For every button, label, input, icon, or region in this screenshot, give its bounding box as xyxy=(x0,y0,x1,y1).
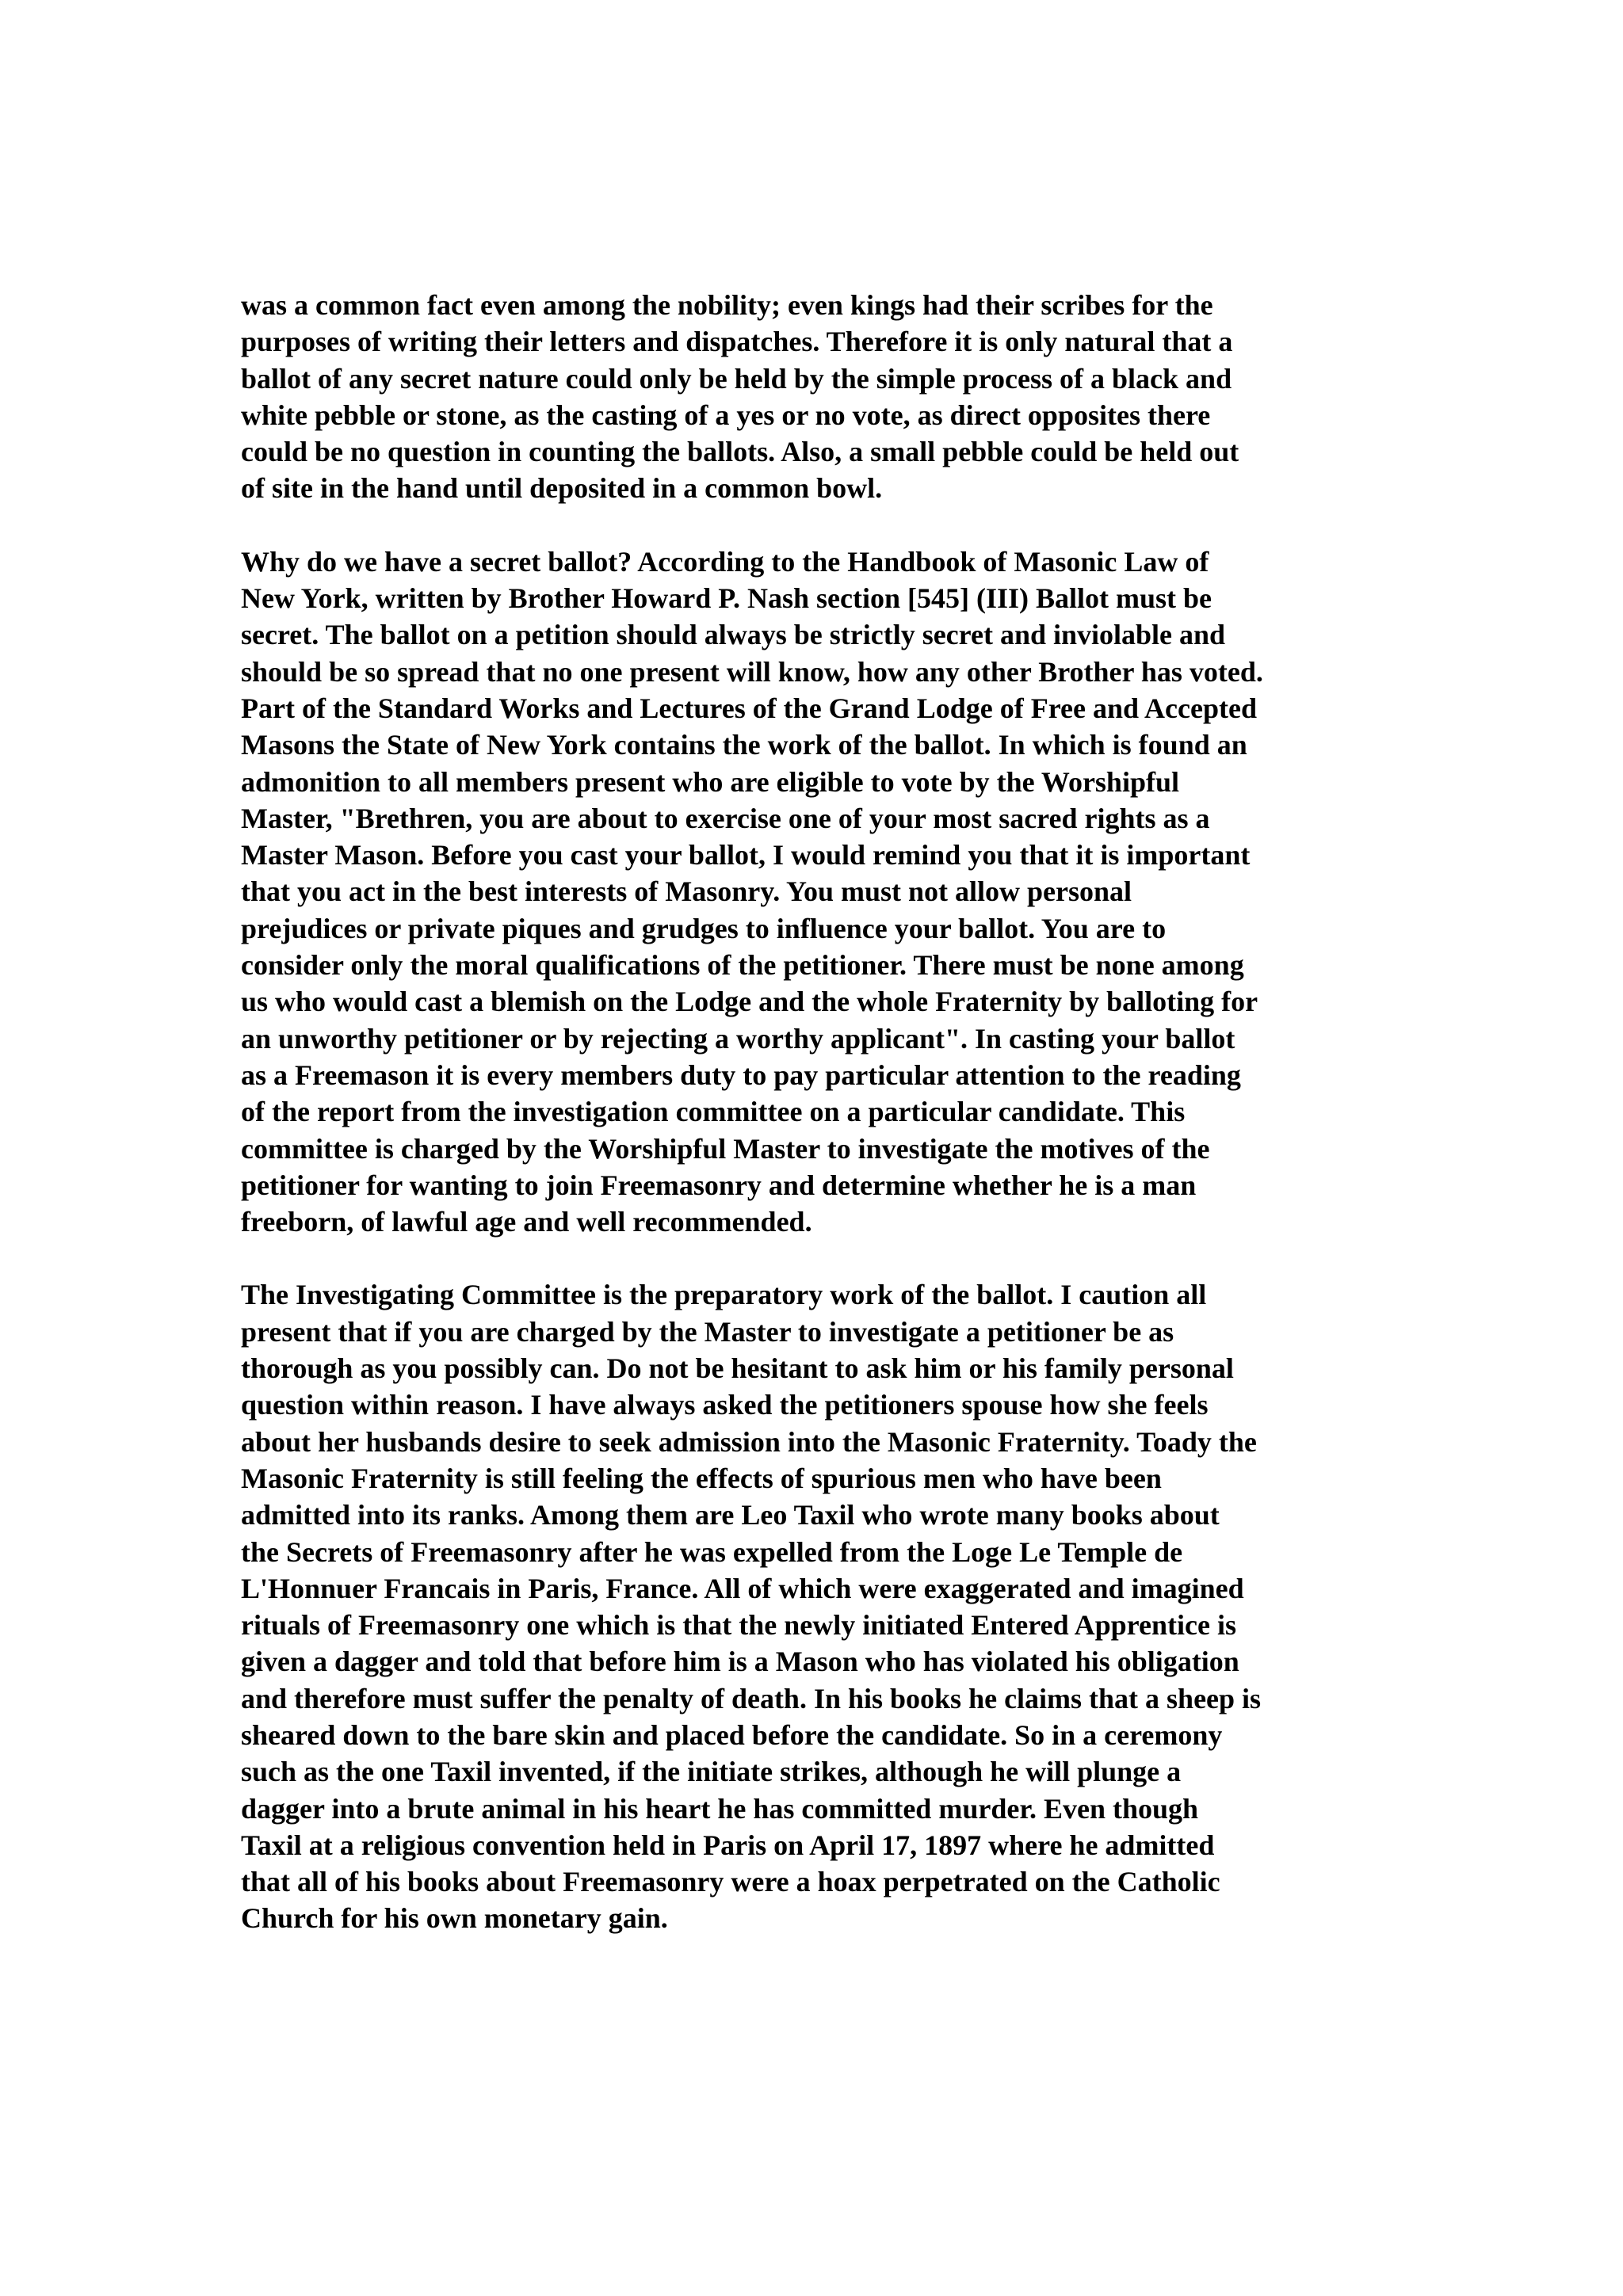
text-line: New York, written by Brother Howard P. Nash section [545] (III) Ballot must be xyxy=(241,582,1212,615)
text-line: The Investigating Committee is the preparatory work of the ballot. I caution all xyxy=(241,1279,1207,1311)
text-line: an unworthy petitioner or by rejecting a worthy applicant". In casting your ballot xyxy=(241,1022,1235,1055)
text-line: present that if you are charged by the Master to investigate a petitioner be as xyxy=(241,1315,1174,1348)
text-line: white pebble or stone, as the casting of a yes or no vote, as direct opposites there xyxy=(241,399,1211,431)
text-line: Part of the Standard Works and Lectures of the Grand Lodge of Free and Accepted xyxy=(241,692,1257,724)
text-line: was a common fact even among the nobility; even kings had their scribes for the xyxy=(241,289,1213,321)
text-line: purposes of writing their letters and dispatches. Therefore it is only natural that a xyxy=(241,326,1233,358)
text-line: Masons the State of New York contains the work of the ballot. In which is found an xyxy=(241,729,1247,761)
text-line: of the report from the investigation committee on a particular candidate. This xyxy=(241,1096,1186,1128)
text-line: Taxil at a religious convention held in Paris on April 17, 1897 where he admitted xyxy=(241,1829,1215,1861)
text-line: about her husbands desire to seek admission into the Masonic Fraternity. Toady the xyxy=(241,1425,1257,1458)
text-line: prejudices or private piques and grudges to influence your ballot. You are to xyxy=(241,912,1167,944)
text-line: admonition to all members present who are eligible to vote by the Worshipful xyxy=(241,765,1179,798)
paragraph-investigating-committee xyxy=(241,1276,1398,1936)
text-line: dagger into a brute animal in his heart he has committed murder. Even though xyxy=(241,1792,1199,1825)
text-line: such as the one Taxil invented, if the initiate strikes, although he will plunge a xyxy=(241,1756,1182,1788)
text-line: consider only the moral qualifications of the petitioner. There must be none among xyxy=(241,949,1244,982)
text-line: Masonic Fraternity is still feeling the effects of spurious men who have been xyxy=(241,1462,1162,1494)
text-line: us who would cast a blemish on the Lodge and the whole Fraternity by balloting for xyxy=(241,986,1258,1018)
text-line: admitted into its ranks. Among them are Leo Taxil who wrote many books about xyxy=(241,1499,1220,1531)
text-line: that you act in the best interests of Masonry. You must not allow personal xyxy=(241,875,1132,908)
text-line: L'Honnuer Francais in Paris, France. All of which were exaggerated and imagined xyxy=(241,1572,1244,1604)
body-text xyxy=(241,287,1398,1937)
text-line: could be no question in counting the ballots. Also, a small pebble could be held out xyxy=(241,436,1239,468)
text-line: thorough as you possibly can. Do not be hesitant to ask him or his family personal xyxy=(241,1352,1234,1385)
text-line: rituals of Freemasonry one which is that the newly initiated Entered Apprentice is xyxy=(241,1609,1236,1642)
text-line: and therefore must suffer the penalty of death. In his books he claims that a sheep is xyxy=(241,1682,1262,1714)
paragraph-why-secret-ballot xyxy=(241,543,1398,1241)
text-line: secret. The ballot on a petition should always be strictly secret and inviolable and xyxy=(241,619,1226,651)
text-line: Master Mason. Before you cast your ballot, I would remind you that it is important xyxy=(241,839,1251,871)
text-line: petitioner for wanting to join Freemasonry and determine whether he is a man xyxy=(241,1169,1197,1201)
text-line: freeborn, of lawful age and well recommended. xyxy=(241,1206,812,1238)
text-line: committee is charged by the Worshipful Master to investigate the motives of the xyxy=(241,1132,1210,1165)
text-line: that all of his books about Freemasonry were a hoax perpetrated on the Catholic xyxy=(241,1866,1220,1898)
text-line: question within reason. I have always asked the petitioners spouse how she feels xyxy=(241,1389,1209,1421)
text-line: Why do we have a secret ballot? According to the Handbook of Masonic Law of xyxy=(241,545,1209,578)
text-line: as a Freemason it is every members duty to pay particular attention to the reading xyxy=(241,1058,1241,1091)
text-line: of site in the hand until deposited in a common bowl. xyxy=(241,472,883,505)
paragraph-secret-ballot-history xyxy=(241,287,1398,507)
text-line: Church for his own monetary gain. xyxy=(241,1902,668,1935)
text-line: Master, "Brethren, you are about to exercise one of your most sacred rights as a xyxy=(241,802,1210,834)
text-line: the Secrets of Freemasonry after he was expelled from the Loge Le Temple de xyxy=(241,1535,1183,1568)
text-line: sheared down to the bare skin and placed before the candidate. So in a ceremony xyxy=(241,1718,1223,1751)
text-line: should be so spread that no one present will know, how any other Brother has voted. xyxy=(241,655,1263,688)
text-line: ballot of any secret nature could only be held by the simple process of a black and xyxy=(241,362,1232,395)
text-line: given a dagger and told that before him is a Mason who has violated his obligation xyxy=(241,1646,1239,1678)
